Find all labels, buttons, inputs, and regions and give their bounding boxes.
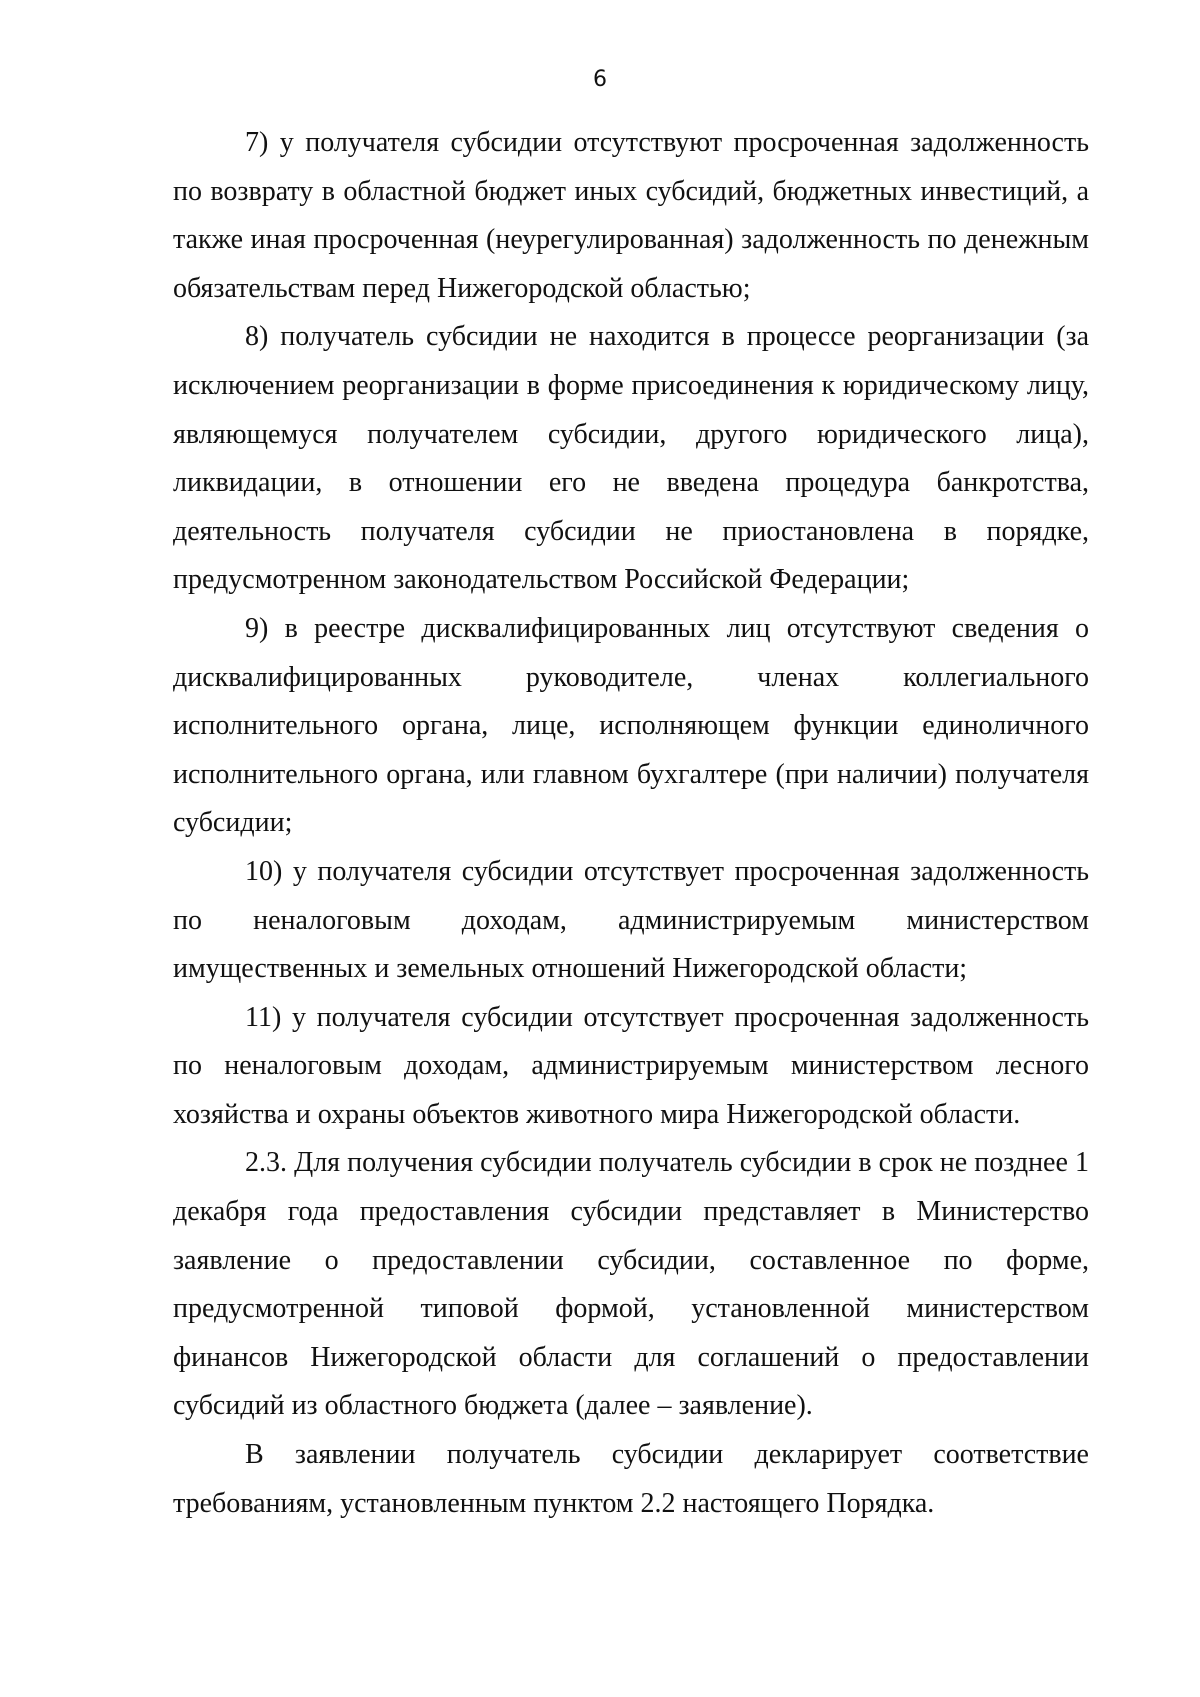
paragraph-item-9: 9) в реестре дисквалифицированных лиц отсутствуют сведения о дисквалифицированных руководителе, членах коллегиального исполнительного органа, лице, исполняющем функции единоличного исполнительного органа, или главном бухгалтере (при наличии) получателя субсидии; (173, 612, 1089, 839)
paragraph-item-7: 7) у получателя субсидии отсутствуют просроченная задолженность по возврату в областной бюджет иных субсидий, бюджетных инвестиций, а также иная просроченная (неурегулированная) задолженность по денежным обязательствам перед Нижегородской областью; (173, 127, 1089, 304)
page-number: 6 (593, 67, 607, 92)
paragraph-declaration: В заявлении получатель субсидии декларирует соответствие требованиям, установленным пунктом 2.2 настоящего Порядка. (173, 1439, 1089, 1519)
paragraph-section-2-3: 2.3. Для получения субсидии получатель субсидии в срок не позднее 1 декабря года предоставления субсидии представляет в Министерство заявление о предоставлении субсидии, составленное по форме, предусмотренной типовой формой, установленной министерством финансов Нижегородской области для соглашений о предоставлении субсидий из областного бюджета (далее – заявление). (173, 1147, 1089, 1422)
paragraph-item-11: 11) у получателя субсидии отсутствует просроченная задолженность по неналоговым доходам, администрируемым министерством лесного хозяйства и охраны объектов животного мира Нижегородской области. (173, 1001, 1089, 1130)
document-body (173, 119, 1089, 1528)
paragraph-item-10: 10) у получателя субсидии отсутствует просроченная задолженность по неналоговым доходам, администрируемым министерством имущественных и земельных отношений Нижегородской области; (173, 855, 1089, 985)
paragraph-item-8: 8) получатель субсидии не находится в процессе реорганизации (за исключением реорганизации в форме присоединения к юридическому лицу, являющемуся получателем субсидии, другого юридического лица), ликвидации, в отношении его не введена процедура банкротства, деятельность получателя субсидии не приостановлена в порядке, предусмотренном законодательством Российской Федерации; (173, 321, 1089, 596)
